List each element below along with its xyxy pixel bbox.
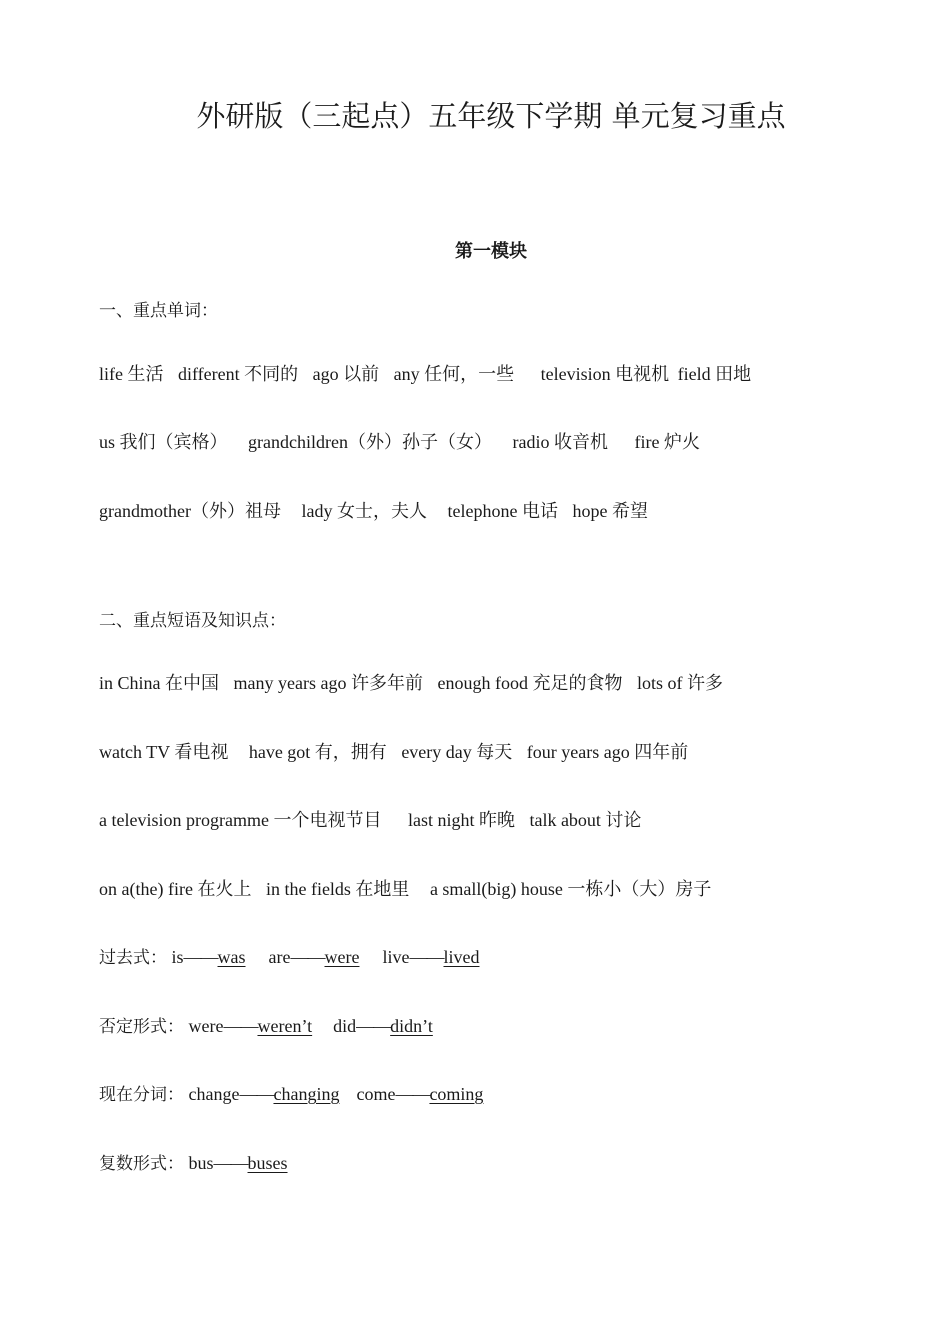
dash: ——	[409, 947, 444, 967]
word-form: were	[324, 947, 360, 967]
vocab-item: telephone 电话	[447, 501, 558, 521]
word-form: was	[217, 947, 246, 967]
phrase-item: enough food 充足的食物	[437, 673, 623, 693]
word-base: is	[171, 947, 184, 967]
vocab-item: lady 女士，夫人	[301, 501, 427, 521]
phrase-line-2	[99, 740, 698, 764]
present-participle-label: 现在分词：	[99, 1085, 184, 1105]
word-form: changing	[273, 1084, 340, 1104]
dash: ——	[239, 1084, 274, 1104]
word-base: bus	[188, 1153, 214, 1173]
vocab-item: us 我们（宾格）	[99, 432, 228, 452]
word-base: did	[333, 1016, 357, 1036]
section-heading-phrases: 二、重点短语及知识点：	[99, 611, 286, 631]
vocab-line-2	[99, 430, 710, 454]
past-tense-label: 过去式：	[99, 948, 167, 968]
vocab-line-1	[99, 362, 761, 386]
dash: ——	[356, 1016, 391, 1036]
word-base: were	[188, 1016, 224, 1036]
present-participle-line	[99, 1082, 483, 1107]
dash: ——	[183, 947, 218, 967]
word-form: lived	[443, 947, 480, 967]
phrase-item: in the fields 在地里	[265, 879, 410, 899]
phrase-item: lots of 许多	[636, 673, 723, 693]
phrase-item: every day 每天	[401, 742, 513, 762]
word-form: didn’t	[390, 1016, 433, 1036]
phrase-item: last night 昨晚	[407, 810, 515, 830]
negative-form-label: 否定形式：	[99, 1017, 184, 1037]
phrase-item: talk about 讨论	[529, 810, 642, 830]
phrase-item: watch TV 看电视	[99, 742, 229, 762]
plural-form-line	[99, 1151, 288, 1176]
phrase-line-3	[99, 808, 651, 832]
vocab-item: grandmother（外）祖母	[99, 501, 281, 521]
phrase-item: a small(big) house 一栋小（大）房子	[429, 879, 712, 899]
plural-form-label: 复数形式：	[99, 1154, 184, 1174]
vocab-item: hope 希望	[572, 501, 648, 521]
word-form: buses	[247, 1153, 288, 1173]
word-base: are	[268, 947, 291, 967]
dash: ——	[395, 1084, 430, 1104]
vocab-item: any 任何，一些	[393, 364, 515, 384]
phrase-line-4	[99, 877, 721, 901]
vocab-item: ago 以前	[312, 364, 380, 384]
phrase-item: four years ago 四年前	[526, 742, 689, 762]
dash: ——	[213, 1153, 248, 1173]
phrase-item: a television programme 一个电视节目	[99, 810, 382, 830]
word-base: live	[382, 947, 410, 967]
word-form: coming	[429, 1084, 484, 1104]
section-heading-vocabulary: 一、重点单词：	[99, 301, 218, 321]
module-title: 第一模块	[455, 241, 527, 262]
phrase-item: in China 在中国	[99, 673, 219, 693]
vocab-item: grandchildren（外）孙子（女）	[248, 432, 492, 452]
word-base: change	[188, 1084, 240, 1104]
vocab-item: television 电视机	[540, 364, 670, 384]
word-base: come	[356, 1084, 396, 1104]
dash: ——	[290, 947, 325, 967]
past-tense-line	[99, 945, 479, 970]
negative-form-line	[99, 1014, 433, 1039]
phrase-item: on a(the) fire 在火上	[99, 879, 252, 899]
vocab-item: different 不同的	[178, 364, 299, 384]
vocab-item: radio 收音机	[512, 432, 608, 452]
phrase-item: many years ago 许多年前	[233, 673, 423, 693]
page-title: 外研版（三起点）五年级下学期 单元复习重点	[196, 99, 786, 133]
vocab-item: life 生活	[99, 364, 164, 384]
dash: ——	[223, 1016, 258, 1036]
vocab-item: field 田地	[677, 364, 752, 384]
phrase-item: have got 有，拥有	[248, 742, 387, 762]
vocab-line-3	[99, 499, 658, 523]
phrase-line-1	[99, 671, 733, 695]
vocab-item: fire 炉火	[634, 432, 700, 452]
word-form: weren’t	[257, 1016, 313, 1036]
